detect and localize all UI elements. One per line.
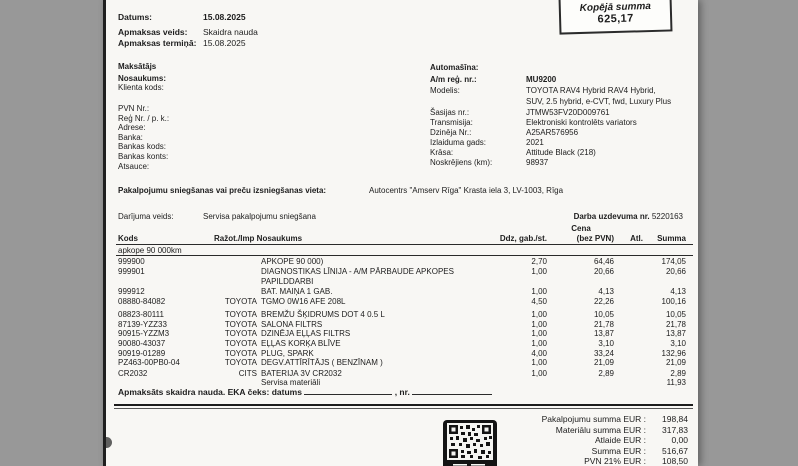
meta-row [118, 38, 246, 48]
total-value: 317,83 [662, 424, 688, 435]
item-name: BATERIJA 3V CR2032 [261, 369, 342, 378]
service-location-label: Pakalpojumu sniegšanas vai preču izsniegšanas vieta: [118, 186, 327, 195]
item-sum: 174,05 [661, 257, 686, 266]
total-value: 516,67 [662, 445, 688, 456]
payer-field-label: Adrese: [118, 123, 146, 132]
item-brand: TOYOTA [224, 296, 257, 306]
item-price: 20,66 [593, 267, 614, 276]
item-qty: 4,50 [531, 296, 547, 306]
section-divider-top [114, 404, 693, 406]
total-value: 108,50 [662, 456, 688, 466]
item-name: SALONA FILTRS [261, 319, 323, 329]
item-code: CR2032 [118, 369, 148, 378]
table-row [106, 329, 698, 338]
item-name: Servisa materiāli [261, 378, 321, 387]
item-sum: 100,16 [661, 296, 686, 306]
item-sum: 11,93 [666, 378, 686, 387]
vehicle-field-label: Izlaiduma gads: [430, 138, 487, 147]
item-sum: 2,89 [670, 369, 686, 378]
meta-label: Apmaksas termiņā: [118, 37, 197, 48]
item-price: 4,13 [598, 287, 614, 296]
payer-field-label: Banka: [118, 133, 143, 142]
total-row [106, 435, 698, 445]
col-header-code: Kods [118, 234, 138, 243]
item-qty: 2,70 [531, 257, 547, 266]
col-header-discount: Atl. [630, 234, 643, 243]
section-divider-bottom [114, 408, 693, 409]
item-price: 22,26 [593, 296, 614, 306]
vehicle-field-label: Modelis: [430, 86, 460, 95]
service-location-value: Autocentrs "Amserv Rīga" Krasta iela 3, LV-1003, Rīga [369, 186, 564, 195]
table-row [106, 358, 698, 367]
table-row [106, 378, 698, 387]
table-row [106, 297, 698, 306]
total-label: PVN 21% EUR : [584, 456, 646, 466]
item-qty: 4,00 [531, 348, 547, 358]
meta-value: 15.08.2025 [203, 37, 246, 48]
item-brand: TOYOTA [224, 339, 257, 348]
vehicle-field-value: A25AR576956 [526, 128, 579, 137]
payment-note [118, 387, 492, 397]
item-brand: CITS [238, 369, 257, 378]
payment-nr-blank [412, 387, 492, 395]
item-name: PLUG, SPARK [261, 348, 314, 358]
table-row-continuation [106, 277, 698, 286]
item-code: 90915-YZZM3 [118, 329, 170, 338]
item-price: 21,09 [593, 358, 614, 367]
item-name: DZINĒJA EĻĻAS FILTRS [261, 329, 351, 338]
item-code: 999900 [118, 257, 145, 266]
item-qty: 1,00 [531, 267, 547, 276]
vehicle-field-value: Attitude Black (218) [526, 148, 596, 157]
item-sum: 13,87 [665, 329, 686, 338]
item-brand: TOYOTA [224, 319, 257, 329]
item-name: BREMŽU ŠĶIDRUMS DOT 4 0.5 L [261, 310, 385, 319]
total-label: Summa EUR : [591, 445, 646, 456]
item-brand: TOYOTA [224, 348, 257, 358]
total-row [106, 425, 698, 435]
payment-date-blank [304, 387, 392, 395]
table-row [106, 310, 698, 319]
item-price: 10,05 [593, 310, 614, 319]
item-name: TGMO 0W16 AFE 208L [261, 296, 346, 306]
transaction-type-value: Servisa pakalpojumu sniegšana [203, 212, 316, 221]
item-code: 08880-84082 [118, 296, 166, 306]
item-sum: 20,66 [665, 267, 686, 276]
table-row [106, 267, 698, 276]
vehicle-field-label: Transmisija: [430, 118, 473, 127]
invoice-page [103, 0, 698, 466]
vehicle-field-label: Dzinēja Nr.: [430, 128, 472, 137]
item-name-line2: PAPILDDARBI [261, 277, 314, 286]
payer-field-label: PVN Nr.: [118, 104, 150, 113]
payer-field-label: Bankas kods: [118, 142, 167, 151]
item-qty: 1,00 [531, 310, 547, 319]
item-qty: 1,00 [531, 287, 547, 296]
item-sum: 132,96 [661, 348, 686, 358]
item-qty: 1,00 [531, 319, 547, 329]
payment-note-text: Apmaksāts skaidra nauda. EKA čeks: datums [118, 387, 302, 397]
table-row [106, 349, 698, 358]
item-sum: 21,78 [665, 319, 686, 329]
payer-field-label: Bankas konts: [118, 152, 169, 161]
total-label: Atlaide EUR : [594, 435, 646, 445]
payment-note-nr: , nr. [394, 387, 410, 397]
item-name: BAT. MAIŅA 1 GAB. [261, 287, 333, 296]
table-row [106, 257, 698, 266]
item-code: 999901 [118, 267, 145, 276]
vehicle-field-value: 98937 [526, 158, 549, 167]
payer-field-label: Atsauce: [118, 162, 150, 171]
table-row [106, 287, 698, 296]
vehicle-field-value-line2: SUV, 2.5 hybrid, e-CVT, fwd, Luxury Plus [526, 97, 672, 106]
payer-field-label: Reģ Nr. / p. k.: [118, 114, 170, 123]
work-order-value: 5220163 [651, 212, 683, 221]
total-value: 198,84 [662, 414, 688, 424]
vehicle-field-label: Šasijas nr.: [430, 108, 470, 117]
item-brand: TOYOTA [224, 310, 257, 319]
meta-row [118, 12, 246, 22]
item-price: 3,10 [598, 339, 614, 348]
vehicle-field-value: MU9200 [526, 75, 557, 84]
total-row [106, 446, 698, 456]
table-row [106, 369, 698, 378]
item-qty: 1,00 [531, 339, 547, 348]
total-label: Pakalpojumu summa EUR : [541, 414, 646, 424]
item-qty: 1,00 [531, 369, 547, 378]
vehicle-field-value: 2021 [526, 138, 544, 147]
item-code: 08823-80111 [118, 310, 164, 319]
header-divider [116, 244, 693, 245]
table-row [106, 339, 698, 348]
vehicle-field-label: Noskrējiens (km): [430, 158, 493, 167]
total-amount-box [559, 0, 673, 35]
table-row [106, 320, 698, 329]
work-order-number [574, 212, 683, 221]
vehicle-field-value: TOYOTA RAV4 Hybrid RAV4 Hybrid, [526, 86, 656, 95]
col-header-price-bottom: (bez PVN) [576, 234, 614, 243]
item-price: 13,87 [593, 329, 614, 338]
col-header-maker-name: Ražot./Imp Nosaukums [214, 234, 303, 243]
item-brand: TOYOTA [224, 358, 257, 367]
item-sum: 3,10 [670, 339, 686, 348]
transaction-type-label: Darījuma veids: [118, 212, 174, 221]
col-header-price-top: Cena [571, 224, 591, 233]
payer-field-label: Nosaukums: [118, 74, 167, 83]
group-divider [116, 255, 693, 256]
item-price: 2,89 [598, 369, 614, 378]
item-code: PZ463-00PB0-04 [118, 358, 180, 367]
item-price: 33,24 [593, 348, 614, 358]
item-sum: 10,05 [665, 310, 686, 319]
item-qty: 1,00 [531, 329, 547, 338]
work-order-label: Darba uzdevuma nr. [573, 212, 650, 221]
payer-field-label: Klienta kods: [118, 83, 164, 92]
item-price: 64,46 [593, 257, 614, 266]
item-code: 90919-01289 [118, 348, 166, 358]
vehicle-title: Automašīna: [430, 63, 479, 72]
meta-row [118, 27, 258, 37]
item-name: APKOPE 90 000) [261, 257, 324, 266]
meta-value: Skaidra nauda [203, 26, 258, 37]
total-row [106, 456, 698, 466]
item-qty: 1,00 [531, 358, 547, 367]
meta-label: Datums: [118, 12, 153, 22]
item-name: DEGV.ATTĪRĪTĀJS ( BENZĪNAM ) [261, 358, 383, 367]
item-price: 21,78 [593, 319, 614, 329]
item-code: 999912 [118, 287, 145, 296]
payer-title: Maksātājs [118, 62, 157, 71]
meta-value: 15.08.2025 [203, 12, 246, 22]
item-group-label: apkope 90 000km [118, 246, 182, 255]
col-header-qty: Ddz, gab./st. [499, 234, 547, 243]
vehicle-field-value: JTMW53FV20D009761 [526, 108, 610, 117]
total-amount-label: Kopējā summa [579, 1, 652, 14]
item-code: 87139-YZZ33 [118, 319, 167, 329]
item-name: DIAGNOSTIKAS LĪNIJA - A/M PĀRBAUDE APKOPES [261, 267, 454, 276]
total-amount-value: 625,17 [597, 12, 634, 26]
vehicle-field-label: Krāsa: [430, 148, 454, 157]
item-name: EĻĻAS KORĶA BLĪVE [261, 339, 341, 348]
total-value: 0,00 [671, 435, 688, 445]
item-brand: TOYOTA [224, 329, 257, 338]
item-sum: 4,13 [670, 287, 686, 296]
vehicle-field-value: Elektroniski kontrolēts variators [526, 118, 637, 127]
total-row [106, 414, 698, 424]
col-header-sum: Summa [657, 234, 686, 243]
total-label: Materiālu summa EUR : [555, 424, 646, 435]
vehicle-field-label: A/m reģ. nr.: [430, 75, 477, 84]
item-sum: 21,09 [665, 358, 686, 367]
item-code: 90080-43037 [118, 339, 166, 348]
meta-label: Apmaksas veids: [118, 26, 188, 37]
